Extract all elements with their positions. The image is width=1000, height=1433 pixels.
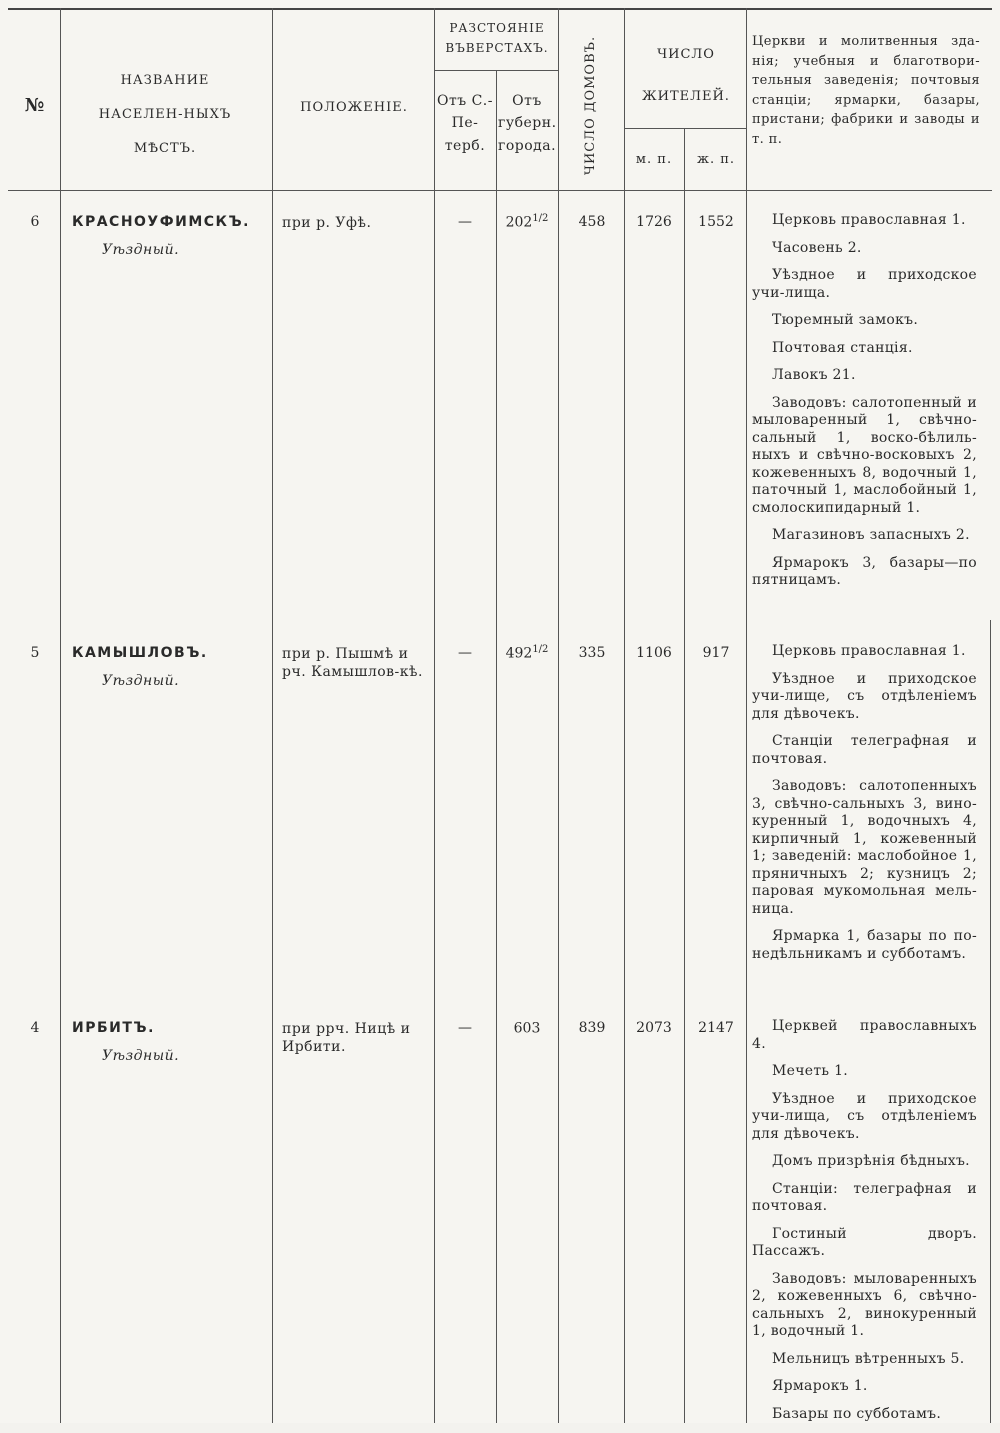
row-2-position: при р. Пышмѣ и рч. Камышлов-кѣ. xyxy=(282,646,423,681)
row-3-from-gub-value: 603 xyxy=(513,1020,541,1037)
row-3-notes xyxy=(752,1018,977,1433)
col-divider-4 xyxy=(496,70,497,1423)
col-divider-3 xyxy=(434,8,435,1423)
col-divider-1 xyxy=(60,8,61,1423)
row-3-male: 2073 xyxy=(636,1020,672,1036)
header-position: ПОЛОЖЕНІЕ. xyxy=(300,100,408,115)
row-2-female: 917 xyxy=(702,645,730,661)
note-item: Станціи телеграфная и почтовая. xyxy=(752,733,977,767)
note-item: Церковь православная 1. xyxy=(772,212,966,228)
header-no: № xyxy=(24,95,46,116)
note-item: Лавокъ 21. xyxy=(772,367,856,383)
note-item: Магазиновъ запасныхъ 2. xyxy=(772,527,970,543)
row-1-from-gub-value: 202 xyxy=(505,214,533,231)
row-1-from-gub-fraction: 1/2 xyxy=(532,213,549,224)
note-item: Мечеть 1. xyxy=(772,1063,849,1079)
row-1-from-gub xyxy=(498,212,556,233)
col-divider-8 xyxy=(746,8,747,1423)
note-item: Домъ призрѣнія бѣдныхъ. xyxy=(772,1153,970,1169)
row-3-from-gub xyxy=(498,1018,556,1039)
row-1-name-cell xyxy=(72,212,272,261)
row-2-from-gub xyxy=(498,643,556,664)
row-2-from-gub-value: 492 xyxy=(505,645,533,662)
inhabitants-subheader-line xyxy=(624,128,746,129)
note-item: Церковь православная 1. xyxy=(772,643,966,659)
row-2-no: 5 xyxy=(30,645,40,661)
row-3-name-cell xyxy=(72,1018,272,1067)
row-3-status: Уѣздный. xyxy=(102,1048,180,1065)
note-item: Часовень 2. xyxy=(772,239,862,256)
row-1-from-spb: — xyxy=(458,214,472,230)
row-3-name: ИРБИТЪ. xyxy=(72,1020,155,1036)
row-2-name-cell xyxy=(72,643,272,692)
header-houses xyxy=(560,30,622,180)
row-2-houses: 335 xyxy=(578,645,606,661)
note-item: Заводовъ: салотопенный и мыловаренный 1, свѣчно-сальный 1, воско-бѣлиль-ныхъ и свѣчно-восковыхъ 2, кожевенныхъ 8, водочный 1, паточный 1, маслобойный 1, смолоскипидарный 1. xyxy=(752,394,977,516)
row-2-from-gub-fraction: 1/2 xyxy=(532,644,549,655)
row-1-no: 6 xyxy=(30,214,40,230)
note-item: Почтовая станція. xyxy=(772,339,913,356)
header-name: НАЗВАНИЕ НАСЕЛЕН-НЫХЪ МѢСТЪ. xyxy=(98,73,232,156)
note-item: Базары по субботамъ. xyxy=(772,1405,942,1422)
top-border xyxy=(8,8,992,10)
header-bottom-border xyxy=(8,190,992,191)
row-1-houses: 458 xyxy=(578,214,606,230)
note-item: Уѣздное и приходское учи-лище, съ отдѣленіемъ для дѣвочекъ. xyxy=(752,670,977,722)
row-1-notes xyxy=(752,212,977,600)
note-item: Ярмарокъ 3, базары—по пятницамъ. xyxy=(752,554,977,588)
note-item: Уѣздное и приходское учи-лища. xyxy=(752,267,977,301)
header-female: ж. п. xyxy=(696,152,736,167)
note-item: Гостиный дворъ. Пассажъ. xyxy=(752,1225,977,1259)
header-from-spb: Отъ С.-Пе-терб. xyxy=(437,93,493,154)
row-2-status: Уѣздный. xyxy=(102,673,180,690)
row-1-name: КРАСНОУФИМСКЪ. xyxy=(72,214,250,230)
header-inhabitants: ЧИСЛО ЖИТЕЛЕЙ. xyxy=(642,47,730,104)
note-item: Заводовъ: мыловаренныхъ 2, кожевенныхъ 6, свѣчно-сальныхъ 2, винокуренный 1, водочный 1. xyxy=(752,1270,977,1339)
note-item: Станціи: телеграфная и почтовая. xyxy=(752,1180,977,1214)
header-male: м. п. xyxy=(635,152,673,167)
row-3-no: 4 xyxy=(30,1020,40,1036)
row-2-male: 1106 xyxy=(636,645,672,661)
col-divider-2 xyxy=(272,8,273,1423)
note-item: Уѣздное и приходское учи-лища, съ отдѣленіемъ для дѣвочекъ. xyxy=(752,1090,977,1142)
row-3-houses: 839 xyxy=(578,1020,606,1036)
note-item: Ярмарокъ 1. xyxy=(772,1378,868,1394)
row-2-notes xyxy=(752,643,977,973)
row-3-position: при ррч. Ницѣ и Ирбити. xyxy=(282,1021,411,1056)
row-1-female: 1552 xyxy=(698,214,734,230)
col-divider-5 xyxy=(558,8,559,1423)
row-2-from-spb: — xyxy=(458,645,472,661)
header-distance: РАЗСТОЯНІЕ ВЪВЕРСТАХЪ. xyxy=(445,21,549,56)
row-3-female: 2147 xyxy=(698,1020,734,1036)
note-item: Церквей православныхъ 4. xyxy=(752,1018,977,1052)
note-item: Заводовъ: салотопенныхъ 3, свѣчно-сальныхъ 3, вино-куренный 1, водочныхъ 4, кирпичный 1, кожевенный 1; заведеній: маслобойное 1, пряничныхъ 2; кузницъ 2; паровая мукомольная мель-ница. xyxy=(752,778,977,917)
header-from-gub: Отъ губерн. города. xyxy=(498,93,557,154)
row-2-name: КАМЫШЛОВЪ. xyxy=(72,645,208,661)
header-notes: Церкви и молитвенныя зда-нія; учебныя и благотвори-тельныя заведенія; почтовыя станціи; ярмарки, базары, пристани; фабрики и заводы и т. п. xyxy=(752,34,980,147)
row-1-status: Уѣздный. xyxy=(102,242,180,259)
row-1-position: при р. Уфѣ. xyxy=(282,215,372,231)
row-3-from-spb: — xyxy=(458,1020,472,1036)
note-item: Ярмарка 1, базары по по-недѣльникамъ и субботамъ. xyxy=(752,928,977,962)
col-divider-7 xyxy=(684,128,685,1423)
row-1-male: 1726 xyxy=(636,214,672,230)
note-item: Тюремный замокъ. xyxy=(772,312,919,328)
header-houses-label: ЧИСЛО ДОМОВЪ. xyxy=(583,35,599,175)
note-item: Мельницъ вѣтренныхъ 5. xyxy=(772,1350,965,1367)
right-border xyxy=(990,620,991,1423)
